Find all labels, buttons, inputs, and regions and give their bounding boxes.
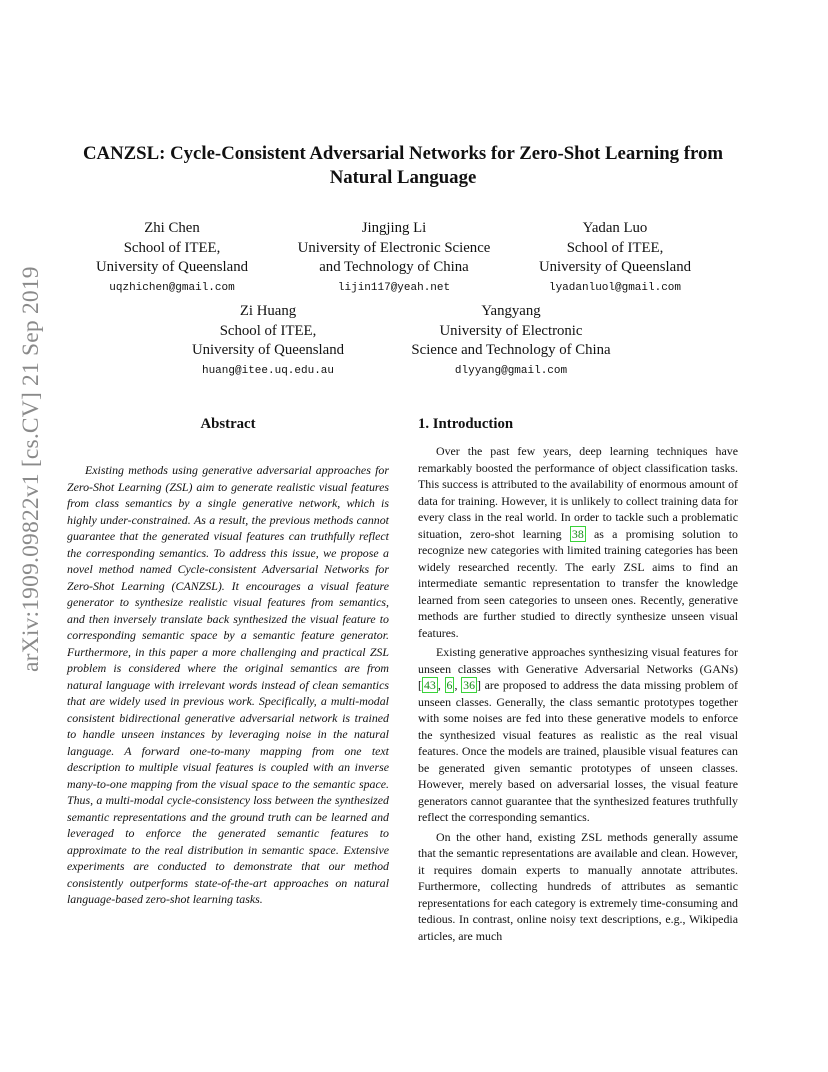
author-email[interactable]: lijin117@yeah.net — [337, 281, 451, 294]
author-affiliation: School of ITEE, — [123, 239, 221, 256]
author-name: Yadan Luo — [582, 220, 648, 236]
intro-paragraph: Existing generative approaches synthesizing visual features for unseen classes with Generative Adversarial Networks (GANs) [ 43 , 6 , 36 ] are proposed to address the data missing problem of unseen classes. Generally, the class semantic prototypes together with some noises are fed into these generative models to enforce the synthesized visual features as realistic as the real visual features. Once the models are trained, plausible visual features can be generated given semantic prototypes of unseen classes. However, merely based on adversarial losses, the visual feature generators cannot guarantee that the synthesized features truthfully reflect the corresponding semantics. — [418, 645, 738, 824]
paper-title: CANZSL: Cycle-Consistent Adversarial Networks for Zero-Shot Learning from Natural Language — [82, 143, 724, 188]
introduction-body — [418, 443, 738, 947]
author-name: Zi Huang — [239, 303, 297, 319]
introduction-heading: 1. Introduction — [418, 416, 514, 432]
author-affiliation: School of ITEE, — [219, 322, 317, 339]
author-affiliation: School of ITEE, — [566, 239, 664, 256]
author-email[interactable]: huang@itee.uq.edu.au — [201, 364, 335, 377]
abstract-paragraph: Existing methods using generative adversarial approaches for Zero-Shot Learning (ZSL) aim to generate realistic visual features from class semantics by a single generative network, which is highly under-constrained. As a result, the previous methods cannot guarantee that the generated visual features can truthfully reflect the corresponding semantics. To address this issue, we propose a novel method named Cycle-consistent Adversarial Networks for Zero-Shot Learning (CANZSL). It encourages a visual feature generator to synthesize realistic visual features from semantics, and then inversely translate back synthesized the visual feature to corresponding semantic space by a semantic feature generator. Furthermore, in this paper a more challenging and practical ZSL problem is considered where the original semantics are from natural language with irrelevant words instead of clean semantics that are widely used in previous work. Specifically, a multi-modal consistent bidirectional generative adversarial network is trained to handle unseen instances by leveraging noise in the natural language. A forward one-to-many mapping from one text description to multiple visual features is coupled with an inverse many-to-one mapping from the visual space to the semantic space. Thus, a multi-modal cycle-consistency loss between the synthesized semantic representations and the ground truth can be learned and leveraged to enforce the generated semantic features to approximate to the real distribution in semantic space. Extensive experiments are conducted to demonstrate that our method consistently outperforms state-of-the-art approaches on natural language-based zero-shot learning tasks. — [67, 463, 389, 906]
citation-link[interactable]: 43 — [423, 678, 436, 692]
author-block — [396, 302, 626, 380]
intro-paragraph: Over the past few years, deep learning techniques have remarkably boosted the performance of object classification tasks. This success is attributed to the availability of enormous amount of data for training. However, it is unlikely to collect training data for every class in the real world. In order to tackle such a problematic situation, zero-shot learning 38 as a promising solution to recognize new categories with limited training categories has been widely researched recently. The early ZSL aims to find an intermediate semantic representation to transfer the knowledge learned from seen categories to unseen ones. Recently, generative methods are further studied to directly synthesize unseen visual features. — [418, 444, 739, 640]
author-affiliation: University of Queensland — [191, 342, 345, 358]
citation-link[interactable]: 36 — [463, 678, 476, 692]
author-block — [72, 219, 272, 297]
citation-link[interactable]: 6 — [446, 678, 453, 692]
abstract-heading: Abstract — [200, 416, 256, 432]
author-name: Jingjing Li — [361, 220, 427, 236]
author-email[interactable]: uqzhichen@gmail.com — [109, 281, 235, 294]
author-block — [515, 219, 715, 297]
author-affiliation: University of Electronic Science — [297, 239, 491, 256]
author-name: Zhi Chen — [144, 220, 200, 236]
author-affiliation: University of Electronic — [439, 322, 583, 339]
citation-link[interactable]: 38 — [571, 526, 584, 541]
author-affiliation: Science and Technology of China — [411, 342, 611, 358]
intro-paragraph: On the other hand, existing ZSL methods generally assume that the semantic representations are available and clean. However, it requires domain experts to manually annotate attributes. Furthermore, collecting hundreds of attributes as semantic representations for each category is extremely time-consuming and tedious. In contrast, online noisy text descriptions, e.g., Wikipedia articles, are much — [418, 829, 738, 943]
author-affiliation: and Technology of China — [319, 259, 469, 275]
arxiv-identifier: arXiv:1909.09822v1 [cs.CV] 21 Sep 2019 — [18, 266, 44, 672]
author-block — [283, 219, 505, 297]
abstract-body — [67, 462, 389, 908]
author-affiliation: University of Queensland — [95, 259, 249, 275]
author-block — [168, 302, 368, 380]
author-name: Yangyang — [481, 303, 541, 319]
author-affiliation: University of Queensland — [538, 259, 692, 275]
author-email[interactable]: lyadanluol@gmail.com — [548, 281, 682, 294]
author-email[interactable]: dlyyang@gmail.com — [454, 364, 568, 377]
